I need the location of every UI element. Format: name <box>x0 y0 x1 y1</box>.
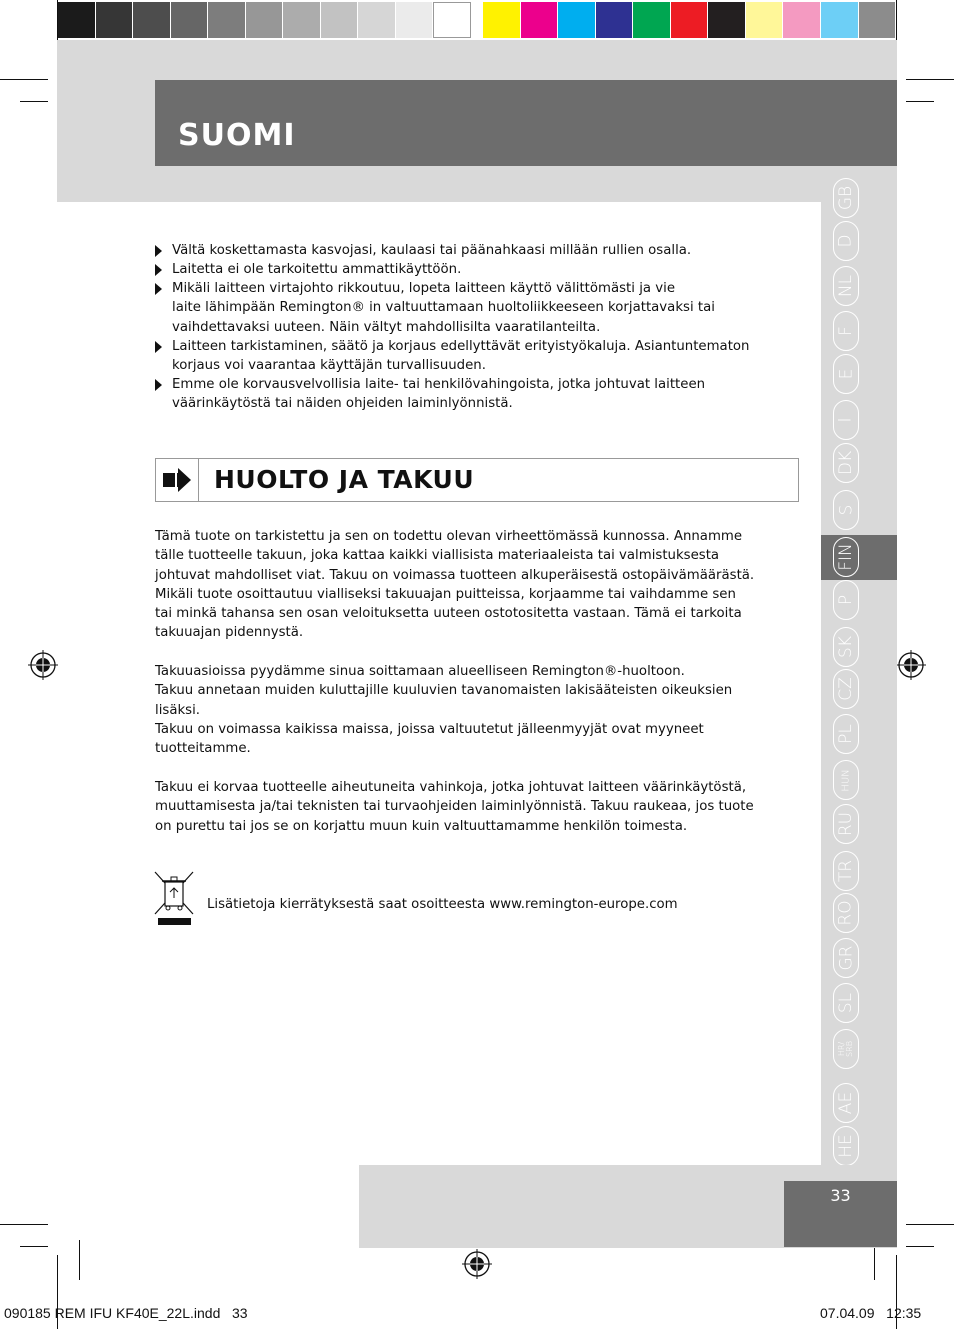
language-tab-label: CZ <box>836 677 856 701</box>
language-tab-label: F <box>836 326 856 336</box>
crop-mark <box>20 1246 48 1247</box>
registration-mark-icon <box>28 650 58 680</box>
language-tab-sl[interactable] <box>833 983 859 1023</box>
language-tab-label: RU <box>836 811 857 837</box>
crop-mark <box>906 101 934 102</box>
color-swatch <box>171 2 209 38</box>
language-tab-label: P <box>835 594 856 606</box>
language-tab-ae[interactable] <box>833 1083 859 1123</box>
color-swatch <box>133 2 171 38</box>
language-tab-label: HUN <box>840 768 852 792</box>
language-tab-label: SK <box>835 636 856 658</box>
registration-mark-icon <box>896 650 926 680</box>
crop-mark <box>0 79 48 80</box>
bullet-item <box>155 337 772 376</box>
language-tab-label: RO <box>836 900 857 926</box>
section-title: HUOLTO JA TAKUU <box>214 465 475 494</box>
language-tab-gr[interactable] <box>833 938 859 978</box>
crop-mark <box>906 1224 954 1225</box>
language-tab-label: E <box>836 368 856 380</box>
language-tab-label: TR <box>835 859 856 883</box>
language-tab-dk[interactable] <box>833 443 859 483</box>
bullet-item <box>155 375 772 414</box>
section-arrow-box <box>155 458 199 502</box>
language-tab-e[interactable] <box>833 354 859 394</box>
language-sidebar <box>821 166 897 1166</box>
color-swatch <box>321 2 359 38</box>
color-swatch <box>821 2 859 38</box>
paragraph: Takuuasioissa pyydämme sinua soittamaan alueelliseen Remington®-huoltoon. Takuu annetaan muiden kuluttajille kuuluvien tavanomaisten lakisääteisten oikeuksien lisäksi. Takuu on voimassa kaikissa maissa, joissa valtuutetut jälleenmyyjät ovat myyneet tuotteitamme. <box>155 664 733 757</box>
language-tab-cz[interactable] <box>833 669 859 709</box>
language-tab-pl[interactable] <box>833 714 859 754</box>
crop-mark <box>906 1246 934 1247</box>
bullet-text: Laitteen tarkistaminen, säätö ja korjaus edellyttävät erityistyökaluja. Asiantuntematon korjaus voi vaarantaa käyttäjän turvallisuuden. <box>172 339 750 374</box>
language-tab-label: AE <box>836 1091 856 1115</box>
language-tab-ro[interactable] <box>833 893 859 933</box>
language-tab-hrsrb[interactable] <box>833 1029 859 1069</box>
bullet-item <box>155 241 772 260</box>
color-swatch <box>558 2 596 38</box>
paragraph: Takuu ei korvaa tuotteelle aiheutuneita vahinkoja, jotka johtuvat laitteen väärinkäytöstä, muuttamisesta ja/tai teknisten tai turvaohjeiden laiminlyönnistä. Takuu raukeaa, jos tuote on purettu tai jos se on korjattu muun kuin valtuuttamamme henkilön toimesta. <box>155 780 754 834</box>
color-calibration-bar <box>58 2 896 38</box>
language-tab-label: FIN <box>836 543 857 571</box>
language-tab-ru[interactable] <box>833 804 859 844</box>
language-tab-label: PL <box>835 724 856 744</box>
color-swatch <box>208 2 246 38</box>
language-tab-gb[interactable] <box>833 178 859 218</box>
color-swatch <box>433 2 471 38</box>
bullet-text: Laitetta ei ole tarkoitettu ammattikäyttöön. <box>172 262 462 277</box>
recycling-info: Lisätietoja kierrätyksestä saat osoitteesta www.remington-europe.com <box>207 897 678 912</box>
color-swatch <box>783 2 821 38</box>
language-tab-fin[interactable] <box>833 537 859 577</box>
color-swatch <box>396 2 434 38</box>
color-swatch <box>246 2 284 38</box>
language-tab-label: HE <box>836 1134 856 1158</box>
page-number: 33 <box>830 1186 851 1205</box>
crossed-out-bin-icon <box>153 870 197 928</box>
bullet-item <box>155 260 772 279</box>
bullet-item <box>155 279 772 337</box>
language-tab-label: DK <box>836 450 856 476</box>
color-swatch <box>521 2 559 38</box>
language-tab-sk[interactable] <box>833 627 859 667</box>
language-tab-he[interactable] <box>833 1126 859 1166</box>
language-tab-label: HR/ SRB <box>837 1041 854 1057</box>
bullet-text: Emme ole korvausvelvollisia laite- tai henkilövahingoista, jotka johtuvat laitteen väärinkäytöstä tai näiden ohjeiden laiminlyönnistä. <box>172 377 706 412</box>
bullet-arrow-icon <box>155 283 162 295</box>
language-tab-label: GR <box>836 945 856 971</box>
page-title: SUOMI <box>178 118 296 153</box>
paragraph: Tämä tuote on tarkistettu ja sen on todettu olevan virheettömässä kunnossa. Annamme tälle tuotteelle takuun, joka kattaa kaikki viallisista materiaaleista tai valmistuksesta johtuvat mahdolliset viat. Takuu on voimassa tuotteen alkuperäisestä ostopäivämäärästä. Mikäli tuote osoittautuu vialliseksi takuuajan puitteissa, korjaamme tai vaihdamme sen tai minkä tahansa sen osan veloituksetta uuteen ostotositetta vastaan. Tämä ei tarkoita takuuajan pidennystä. <box>155 529 755 641</box>
language-tab-label: S <box>835 504 856 516</box>
bullet-arrow-icon <box>155 264 162 276</box>
crop-mark <box>79 1240 80 1280</box>
language-tab-label: NL <box>835 274 856 298</box>
color-swatch <box>671 2 709 38</box>
language-tab-hun[interactable] <box>833 760 859 800</box>
color-swatch <box>708 2 746 38</box>
bullet-arrow-icon <box>155 341 162 353</box>
color-swatch <box>58 2 96 38</box>
color-swatch <box>596 2 634 38</box>
color-swatch <box>746 2 784 38</box>
print-slug-filename: 090185 REM IFU KF40E_22L.indd 33 <box>4 1305 248 1321</box>
language-tab-label: GB <box>836 185 856 211</box>
language-tab-s[interactable] <box>833 490 859 530</box>
color-swatch <box>483 2 521 38</box>
registration-mark-icon <box>462 1249 492 1279</box>
color-swatch <box>633 2 671 38</box>
language-tab-tr[interactable] <box>833 851 859 891</box>
language-tab-d[interactable] <box>833 221 859 261</box>
color-swatch <box>358 2 396 38</box>
bullet-text: Vältä koskettamasta kasvojasi, kaulaasi tai päänahkaasi millään rullien osalla. <box>172 243 692 258</box>
crop-mark <box>906 79 954 80</box>
arrow-right-icon <box>155 458 199 502</box>
language-tab-label: I <box>835 417 856 423</box>
language-tab-label: D <box>836 234 856 248</box>
color-swatch <box>96 2 134 38</box>
color-swatch <box>859 2 897 38</box>
bullet-text: Mikäli laitteen virtajohto rikkoutuu, lopeta laitteen käyttö välittömästi ja vie laite lähimpään Remington® in valtuuttamaan huoltoliikkeeseen korjattavaksi tai vaihdettavaksi uuteen. Näin vältyt mahdollisilta vaaratilanteilta. <box>172 281 715 335</box>
bullet-arrow-icon <box>155 245 162 257</box>
language-tab-p[interactable] <box>833 580 859 620</box>
print-slug-date: 07.04.09 12:35 <box>820 1305 922 1321</box>
language-tab-i[interactable] <box>833 400 859 440</box>
language-tab-label: SL <box>835 992 856 1014</box>
language-tab-f[interactable] <box>833 311 859 351</box>
bullet-arrow-icon <box>155 379 162 391</box>
crop-mark <box>20 101 48 102</box>
crop-mark <box>0 1224 48 1225</box>
color-swatch <box>283 2 321 38</box>
language-tab-nl[interactable] <box>833 266 859 306</box>
